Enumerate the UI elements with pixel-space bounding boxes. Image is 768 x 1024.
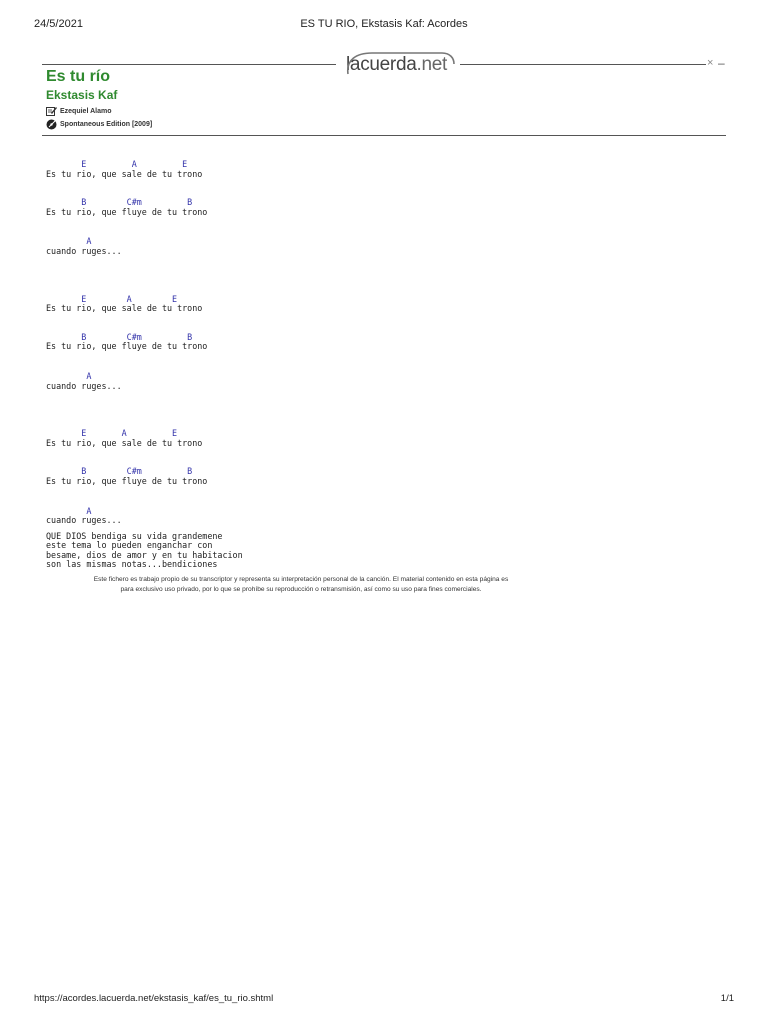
verse-line [46, 333, 726, 352]
lyric-line: Es tu rio, que sale de tu trono [46, 437, 203, 448]
lyric-line: Es tu rio, que fluye de tu trono [46, 341, 208, 352]
print-page-number: 1/1 [720, 993, 734, 1004]
close-icon[interactable]: × [707, 57, 714, 69]
logo-arc-icon [342, 50, 457, 80]
closing-text-line: besame, dios de amor y en tu habitacion [46, 549, 243, 560]
chord-line[interactable]: B C#m B [46, 197, 193, 208]
verse-line [46, 507, 726, 526]
logo-tld: .net [416, 54, 447, 75]
verse-line [46, 198, 726, 217]
print-url: https://acordes.lacuerda.net/ekstasis_kaf/es_tu_rio.shtml [34, 993, 274, 1004]
chord-line[interactable]: E A E [46, 293, 178, 304]
song-title: Es tu río [46, 68, 111, 85]
disclaimer-line: para exclusivo uso privado, por lo que se prohíbe su reproducción o retransmisión, así como su uso para fines comerciales. [120, 586, 482, 593]
closing-text-line: QUE DIOS bendiga su vida grandemene [46, 530, 223, 541]
disclaimer-line: Este fichero es trabajo propio de su transcriptor y representa su interpretación personal de la canción. El material contenido en esta página es [93, 576, 509, 583]
lyric-line: cuando ruges... [46, 515, 122, 526]
copyright-disclaimer [46, 575, 556, 595]
closing-text-line: este tema lo pueden enganchar con [46, 540, 213, 551]
transcriber-row [46, 106, 111, 116]
album-row [46, 119, 152, 130]
chord-line[interactable]: B C#m B [46, 331, 193, 342]
chord-line[interactable]: A [46, 505, 92, 516]
verse-line [46, 160, 726, 179]
verse-line [46, 295, 726, 314]
logo-name: lacuerda [346, 54, 417, 75]
chord-line[interactable]: A [46, 236, 92, 247]
chord-line[interactable]: E A E [46, 428, 178, 439]
pencil-note-icon [46, 106, 57, 116]
chord-line[interactable]: B C#m B [46, 466, 193, 477]
site-logo[interactable] [342, 50, 447, 80]
content-divider [42, 135, 726, 136]
verse-line [46, 429, 726, 448]
chord-line[interactable]: A [46, 370, 92, 381]
disc-icon [46, 119, 57, 130]
chord-line[interactable]: E A E [46, 159, 188, 169]
header-divider-left [42, 64, 336, 65]
lyric-line: Es tu rio, que fluye de tu trono [46, 475, 208, 486]
verse-line [46, 237, 726, 256]
print-date: 24/5/2021 [34, 18, 83, 30]
artist-link[interactable]: Ekstasis Kaf [46, 88, 118, 102]
lyric-line: cuando ruges... [46, 245, 122, 256]
lyric-line: Es tu rio, que sale de tu trono [46, 303, 203, 314]
verse-line [46, 467, 726, 486]
header-divider-right [460, 64, 706, 65]
lyric-line: cuando ruges... [46, 380, 122, 391]
print-page-title: ES TU RIO, Ekstasis Kaf: Acordes [300, 18, 468, 30]
transcriber-name[interactable]: Ezequiel Alamo [60, 107, 112, 115]
album-name[interactable]: Spontaneous Edition [2009] [60, 121, 153, 128]
song-body [46, 160, 726, 570]
lyric-line: Es tu rio, que fluye de tu trono [46, 206, 208, 217]
closing-text-line: son las mismas notas...bendiciones [46, 559, 218, 570]
verse-line [46, 372, 726, 391]
minimize-icon[interactable]: – [718, 56, 725, 70]
lyric-line: Es tu rio, que sale de tu trono [46, 168, 203, 179]
